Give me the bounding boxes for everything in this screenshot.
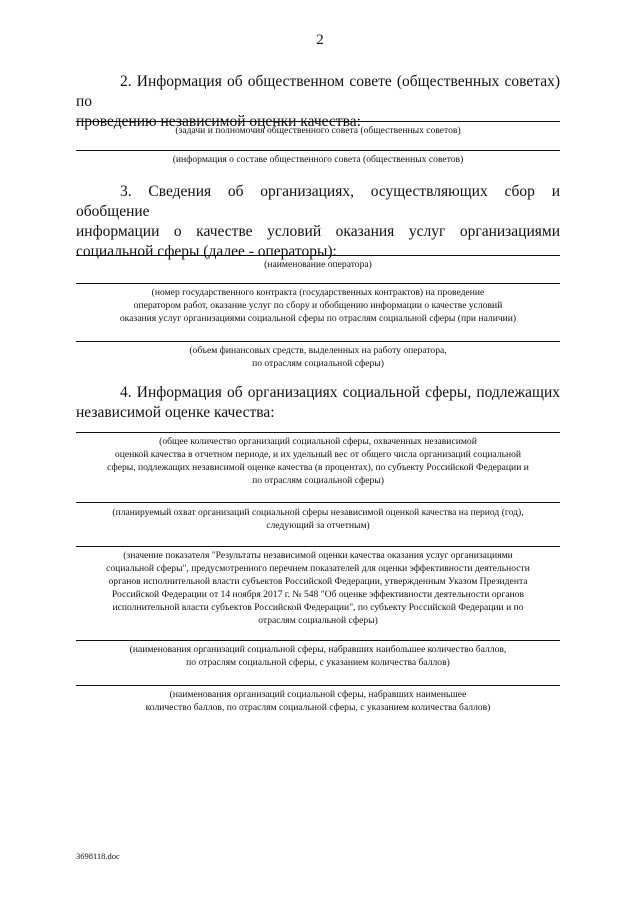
caption-line: органов исполнительной власти субъектов Российской Федерации, утвержденным Указом Президента xyxy=(108,576,528,587)
caption-line: (общее количество организаций социальной сферы, охваченных независимой xyxy=(159,436,477,447)
blank-line xyxy=(76,685,560,686)
blank-line xyxy=(76,640,560,641)
caption-line: (наименования организаций социальной сферы, набравших наибольшее количество баллов, xyxy=(129,644,507,655)
caption-line: социальной сферы", предусмотренного перечнем показателей для оценки эффективности деятельности xyxy=(106,563,530,574)
caption-line: (объем финансовых средств, выделенных на работу оператора, xyxy=(189,345,447,356)
section-4-heading xyxy=(76,383,560,423)
caption-line: Российской Федерации от 14 ноября 2017 г. № 548 "Об оценке эффективности деятельности органов xyxy=(111,589,525,600)
section-3-heading-line-1: 3. Сведения об организациях, осуществляющих сбор и обобщение xyxy=(76,183,560,220)
caption-line: по отраслям социальной сферы, с указанием количества баллов) xyxy=(186,657,450,668)
page-number: 2 xyxy=(316,32,324,48)
section-3-heading-line-2: информации о качестве условий оказания услуг организациями xyxy=(76,223,560,240)
section-4-heading-line-2: независимой оценке качества: xyxy=(76,404,275,421)
section-2-heading-line-2: проведению независимой оценки качества: xyxy=(76,113,361,130)
blank-line xyxy=(76,341,560,342)
section-2-heading xyxy=(76,72,560,132)
caption-line: сферы, подлежащих независимой оценке качества (в процентах), по субъекту Российской Федерации и xyxy=(107,462,529,473)
caption-line: (планируемый охват организаций социальной сферы независимой оценкой качества на период (год), xyxy=(112,507,524,518)
caption-line: оказания услуг организациями социальной сферы по отраслям социальной сферы (при наличии) xyxy=(119,313,517,324)
blank-line xyxy=(76,150,560,151)
caption-line: оператором работ, оказание услуг по сбору и обобщению информации о качестве условий xyxy=(133,300,503,311)
section-3-heading xyxy=(76,182,560,262)
caption-line: оценкой качества в отчетном периоде, и их удельный вес от общего числа организаций социальной xyxy=(114,449,522,460)
caption-line: по отраслям социальной сферы) xyxy=(252,475,384,486)
caption-line: (номер государственного контракта (государственных контрактов) на проведение xyxy=(151,287,485,298)
blank-line xyxy=(76,255,560,256)
blank-line xyxy=(76,546,560,547)
caption-highest-scores xyxy=(76,643,560,669)
blank-line xyxy=(76,432,560,433)
caption-operator-name: (наименование оператора) xyxy=(264,259,372,270)
caption-council-tasks: (задачи и полномочия общественного совета (общественных советов) xyxy=(175,125,461,136)
caption-line: количество баллов, по отраслям социальной сферы, с указанием количества баллов) xyxy=(145,702,491,713)
caption-line: исполнительной власти субъектов Российской Федерации", по субъекту Российской Федерации и по xyxy=(112,602,524,613)
caption-financial-means xyxy=(76,344,560,370)
section-4-heading-line-1: 4. Информация об организациях социальной сферы, подлежащих xyxy=(120,384,560,401)
caption-line: (наименования организаций социальной сферы, набравших наименьшее xyxy=(169,689,467,700)
caption-contract-number xyxy=(76,286,560,325)
document-filename: 3698118.doc xyxy=(76,851,120,861)
caption-lowest-scores xyxy=(76,688,560,714)
blank-line xyxy=(76,121,560,122)
caption-line: по отраслям социальной сферы) xyxy=(252,358,384,369)
blank-line xyxy=(76,502,560,503)
blank-line xyxy=(76,283,560,284)
caption-line: (значение показателя "Результаты независимой оценки качества оказания услуг организациями xyxy=(123,550,513,561)
caption-planned-coverage xyxy=(76,506,560,532)
caption-line: следующий за отчетным) xyxy=(266,520,370,531)
caption-indicator-value xyxy=(76,549,560,627)
section-2-heading-line-1: 2. Информация об общественном совете (общественных советах) по xyxy=(76,73,560,110)
section-3-heading-line-3: социальной сферы (далее - операторы): xyxy=(76,243,337,260)
caption-total-organizations xyxy=(76,435,560,487)
caption-council-composition: (информация о составе общественного совета (общественных советов) xyxy=(172,154,464,165)
caption-line: отраслям социальной сферы) xyxy=(258,615,378,626)
